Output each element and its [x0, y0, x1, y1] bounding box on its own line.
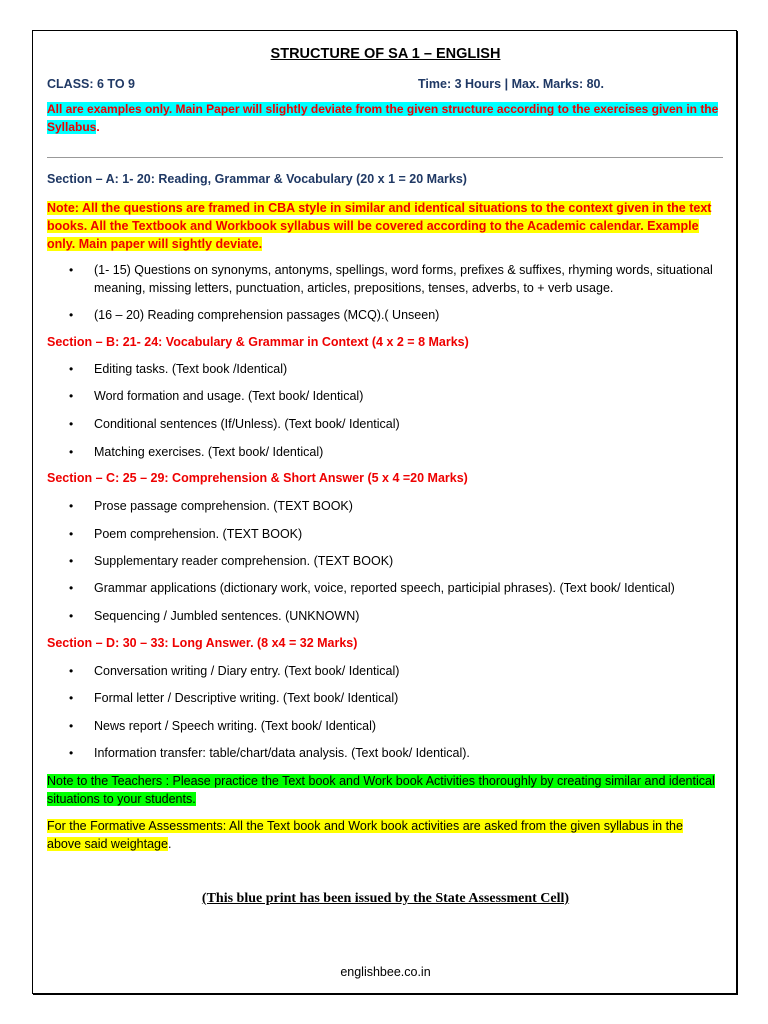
- intro-note-text: All are examples only. Main Paper will slightly deviate from the given structure according to the exercises given in the Syllabus: [47, 102, 719, 134]
- list-item: [69, 608, 724, 626]
- list-item-text: Formal letter / Descriptive writing. (Text book/ Identical): [94, 691, 399, 705]
- bullet: •: [69, 527, 74, 541]
- bullet: •: [69, 362, 74, 376]
- bullet: •: [69, 445, 74, 459]
- bullet: •: [69, 308, 74, 322]
- list-item: [69, 416, 724, 434]
- formative-note-end: .: [167, 837, 172, 851]
- section-a-note-text: Note: All the questions are framed in CBA style in similar and identical situations to the context given in the text books. All the Textbook and Workbook syllabus will be covered according to the Academic calendar. Example only. Main paper will sightly deviate.: [47, 201, 712, 251]
- section-d-heading: Section – D: 30 – 33: Long Answer. (8 x4 = 32 Marks): [47, 636, 358, 650]
- time-marks-label: Time: 3 Hours | Max. Marks: 80.: [418, 77, 604, 91]
- section-c-heading: Section – C: 25 – 29: Comprehension & Short Answer (5 x 4 =20 Marks): [47, 471, 468, 485]
- website-link[interactable]: englishbee.co.in: [340, 965, 431, 979]
- page-title: STRUCTURE OF SA 1 – ENGLISH: [270, 46, 501, 62]
- list-item: [69, 580, 724, 598]
- list-item-text: Grammar applications (dictionary work, voice, reported speech, participial phrases). (Text book/ Identical): [94, 581, 675, 595]
- list-item-text: (1- 15) Questions on synonyms, antonyms, spellings, word forms, prefixes & suffixes, rhyming words, situational meaning, missing letters, punctuation, articles, prepositions, tenses, adverbs, to + verb usage.: [94, 263, 713, 295]
- list-item-text: Conditional sentences (If/Unless). (Text book/ Identical): [94, 417, 400, 431]
- issued-by-note: (This blue print has been issued by the State Assessment Cell): [201, 891, 570, 906]
- list-item: [69, 663, 724, 681]
- section-a-note: [47, 199, 719, 253]
- class-label: CLASS: 6 TO 9: [47, 77, 135, 91]
- list-item: [69, 388, 724, 406]
- list-item-text: News report / Speech writing. (Text book/ Identical): [94, 719, 377, 733]
- intro-note: [47, 101, 719, 136]
- list-item-text: Word formation and usage. (Text book/ Identical): [94, 389, 364, 403]
- bullet: •: [69, 664, 74, 678]
- bullet: •: [69, 581, 74, 595]
- list-item: [69, 526, 724, 544]
- bullet: •: [69, 691, 74, 705]
- list-item-text: Prose passage comprehension. (TEXT BOOK): [94, 499, 353, 513]
- list-item: [69, 498, 724, 516]
- list-item-text: Poem comprehension. (TEXT BOOK): [94, 527, 303, 541]
- list-item-text: (16 – 20) Reading comprehension passages (MCQ).( Unseen): [94, 308, 440, 322]
- list-item: [69, 444, 724, 462]
- list-item-text: Supplementary reader comprehension. (TEXT BOOK): [94, 554, 394, 568]
- formative-note: [47, 817, 719, 853]
- bullet: •: [69, 389, 74, 403]
- bullet: •: [69, 499, 74, 513]
- section-a-heading: Section – A: 1- 20: Reading, Grammar & Vocabulary (20 x 1 = 20 Marks): [47, 172, 467, 186]
- list-item: [69, 690, 724, 708]
- teachers-note-text: Note to the Teachers : Please practice the Text book and Work book Activities thoroughly by creating similar and identical situations to your students.: [47, 774, 715, 806]
- intro-note-end: .: [96, 119, 100, 134]
- divider: [47, 157, 723, 158]
- list-item: [69, 361, 724, 379]
- list-item-text: Matching exercises. (Text book/ Identical): [94, 445, 324, 459]
- formative-note-text: For the Formative Assessments: All the Text book and Work book activities are asked from the given syllabus in the above said weightage: [47, 819, 683, 851]
- list-item: [69, 307, 724, 325]
- bullet: •: [69, 609, 74, 623]
- bullet: •: [69, 263, 74, 277]
- list-item-text: Information transfer: table/chart/data analysis. (Text book/ Identical).: [94, 746, 470, 760]
- list-item-text: Conversation writing / Diary entry. (Text book/ Identical): [94, 664, 400, 678]
- list-item: [69, 718, 724, 736]
- bullet: •: [69, 417, 74, 431]
- bullet: •: [69, 719, 74, 733]
- section-b-heading: Section – B: 21- 24: Vocabulary & Grammar in Context (4 x 2 = 8 Marks): [47, 335, 469, 349]
- page-frame: [32, 30, 737, 994]
- list-item-text: Sequencing / Jumbled sentences. (UNKNOWN): [94, 609, 360, 623]
- list-item: [69, 553, 724, 571]
- bullet: •: [69, 554, 74, 568]
- list-item: [69, 745, 724, 763]
- list-item: [69, 262, 724, 297]
- teachers-note: [47, 772, 719, 808]
- list-item-text: Editing tasks. (Text book /Identical): [94, 362, 288, 376]
- bullet: •: [69, 746, 74, 760]
